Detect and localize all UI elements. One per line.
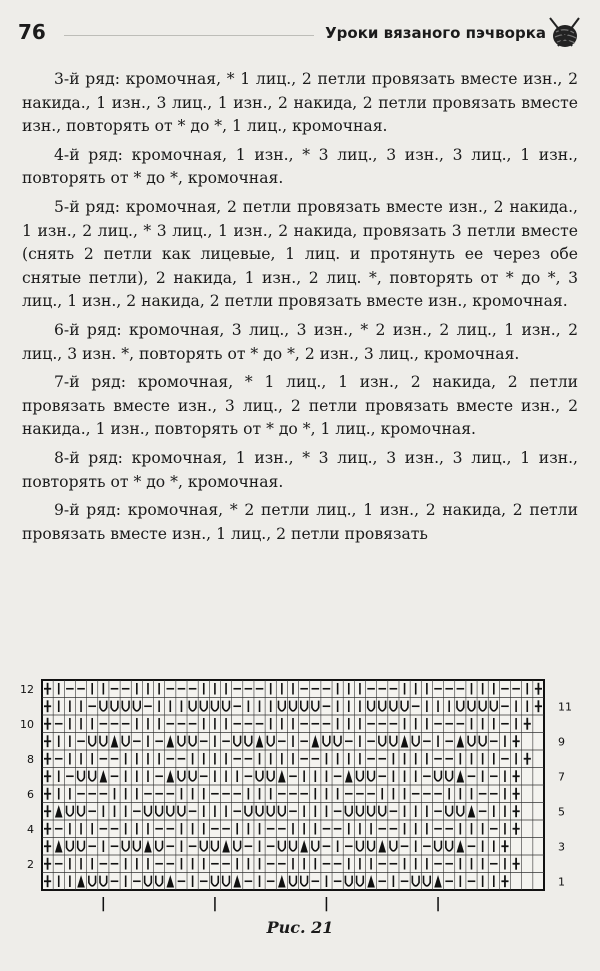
knitting-chart-figure [0, 670, 600, 960]
row-number-left: 8 [27, 753, 34, 767]
paragraph-row-8: 8-й ряд: кромочная, 1 изн., * 3 лиц., 3 изн., 3 лиц., 1 изн., повторять от * до *, кромочная. [22, 448, 578, 491]
running-head: Уроки вязаного пэчворка [325, 24, 546, 42]
row-number-left: 4 [27, 823, 34, 837]
row-number-left: 2 [27, 858, 34, 872]
paragraph-row-7: 7-й ряд: кромочная, * 1 лиц., 1 изн., 2 накида, 2 петли провязать вместе изн., 3 лиц., 2 петли провязать вместе изн., 2 накида., 1 изн., повторять от * до *, 1 лиц., кромочная. [22, 373, 578, 439]
row-number-right: 11 [558, 700, 572, 714]
paragraph-row-4: 4-й ряд: кромочная, 1 изн., * 3 лиц., 3 изн., 3 лиц., 1 изн., повторять от * до *, кромочная. [22, 145, 578, 188]
row-number-right: 1 [558, 875, 565, 889]
body-text [22, 68, 578, 551]
row-number-right: 9 [558, 735, 565, 749]
row-number-right: 5 [558, 805, 565, 819]
knitting-chart [0, 670, 600, 918]
row-number-left: 12 [20, 683, 34, 697]
page-header [18, 18, 582, 48]
figure-caption: Рис. 21 [266, 918, 334, 937]
paragraph-row-9: 9-й ряд: кромочная, * 2 петли лиц., 1 изн., 2 накида, 2 петли провязать вместе изн., 1 лиц., 2 петли провязать [22, 501, 578, 543]
yarn-ball-icon [546, 16, 582, 50]
row-number-left: 10 [20, 718, 34, 732]
row-number-left: 6 [27, 788, 34, 802]
repeat-mark: | [100, 896, 106, 912]
paragraph-row-3: 3-й ряд: кромочная, * 1 лиц., 2 петли провязать вместе изн., 2 накида., 1 изн., 3 лиц., 1 изн., 2 накида, 2 петли провязать вместе изн., повторять от * до *, 1 лиц., кромочная. [22, 70, 578, 136]
repeat-mark: | [212, 896, 218, 912]
paragraph-row-5: 5-й ряд: кромочная, 2 петли провязать вместе изн., 2 накида., 1 изн., 2 лиц., * 3 лиц., 1 изн., 2 накида, провязать 3 петли вместе (снять 2 петли как лицевые, 1 лиц. и протянуть ее через обе снятые петли), 2 накида, 1 изн., 2 лиц. *, повторять от * до *, 3 лиц., 1 изн., 2 накида, 2 петли провязать вместе изн., кромочная. [22, 197, 578, 311]
repeat-mark: | [435, 896, 441, 912]
header-rule [64, 35, 314, 36]
page-number: 76 [18, 20, 46, 44]
row-number-right: 7 [558, 770, 565, 784]
paragraph-row-6: 6-й ряд: кромочная, 3 лиц., 3 изн., * 2 изн., 2 лиц., 1 изн., 2 лиц., 3 изн. *, повторять от * до *, 2 изн., 3 лиц., кромочная. [22, 320, 578, 363]
repeat-mark: | [323, 896, 330, 912]
row-number-right: 3 [558, 840, 565, 854]
